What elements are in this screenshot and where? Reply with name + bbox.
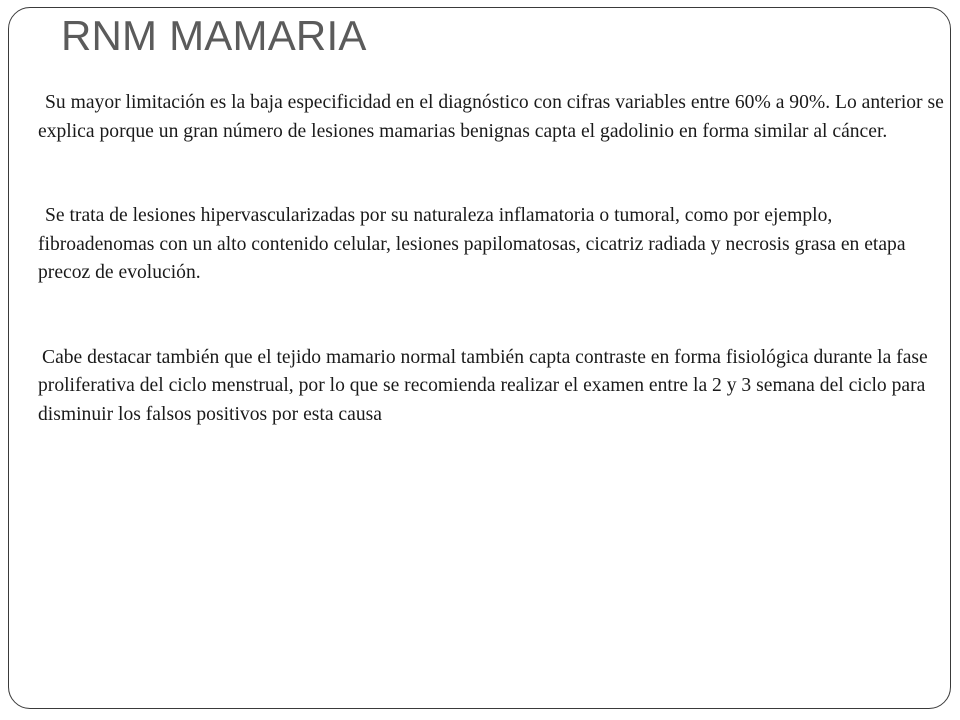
slide-title: RNM MAMARIA bbox=[61, 12, 367, 59]
paragraph-lesions: Se trata de lesiones hipervascularizadas por su naturaleza inflamatoria o tumoral, como por ejemplo, fibroadenomas con un alto contenido celular, lesiones papilomatosas, cicatriz radiada y necrosis grasa en etapa precoz de evolución. bbox=[38, 205, 906, 283]
slide-body bbox=[38, 89, 950, 429]
paragraph-specificity: Su mayor limitación es la baja especificidad en el diagnóstico con cifras variables entre 60% a 90%. Lo anterior se explica porque un gran número de lesiones mamarias benignas capta el gadolinio en forma similar al cáncer. bbox=[38, 92, 944, 142]
paragraph-menstrual-cycle: Cabe destacar también que el tejido mamario normal también capta contraste en forma fisiológica durante la fase proliferativa del ciclo menstrual, por lo que se recomienda realizar el examen entre la 2 y 3 semana del ciclo para disminuir los falsos positivos por esta causa bbox=[38, 346, 928, 425]
